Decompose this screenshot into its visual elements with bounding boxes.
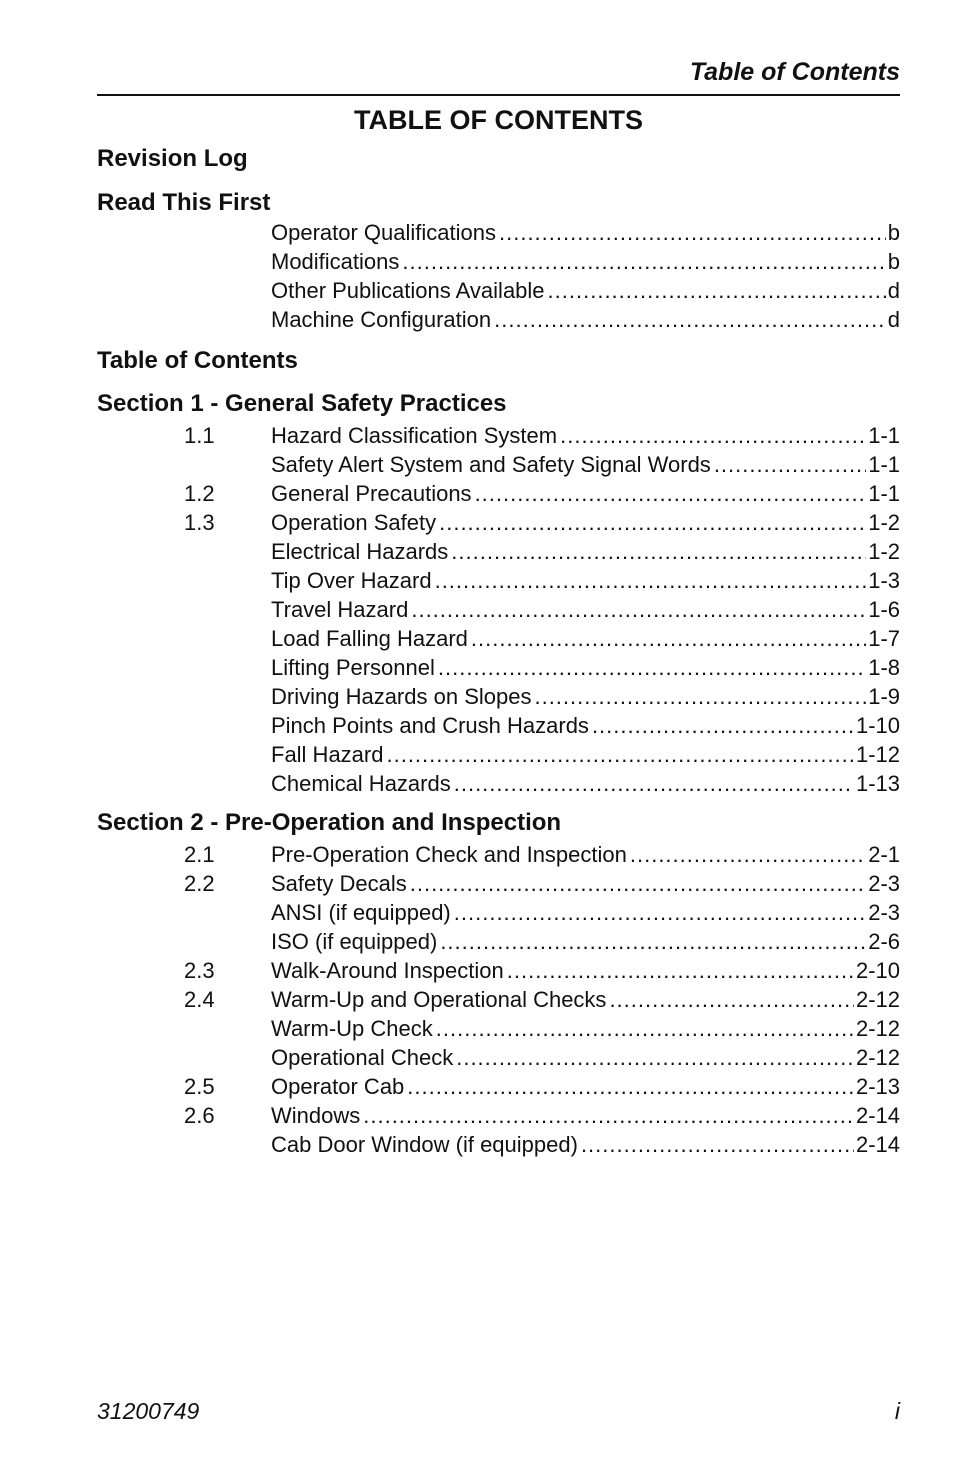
toc-entry-number: 1.2 [184, 481, 215, 506]
toc-section-heading[interactable]: Section 2 - Pre-Operation and Inspection [97, 809, 562, 836]
toc-entry[interactable] [271, 595, 900, 624]
toc-dot-leader [436, 1014, 854, 1043]
toc-entry-page: 2-6 [868, 929, 900, 954]
toc-entry-title: Lifting Personnel [271, 655, 435, 680]
toc-entry-title: Travel Hazard [271, 597, 409, 622]
toc-entry[interactable] [271, 711, 900, 740]
toc-entry-page: 1-10 [855, 713, 900, 738]
toc-entry-page: 1-8 [868, 655, 900, 680]
toc-entry-number: 1.3 [184, 510, 215, 535]
toc-entry-title: Hazard Classification System [271, 423, 558, 448]
toc-entry-page: d [887, 278, 900, 303]
toc-dot-leader [499, 218, 886, 247]
toc-entry-title: Safety Decals [271, 871, 407, 896]
toc-entry-page: 1-12 [855, 742, 900, 767]
toc-dot-leader [630, 840, 866, 869]
toc-dot-leader [592, 711, 854, 740]
toc-entry-title: Driving Hazards on Slopes [271, 684, 532, 709]
toc-entry[interactable] [184, 1072, 900, 1101]
toc-entry-number: 1.1 [184, 423, 215, 448]
toc-entry[interactable] [184, 508, 900, 537]
toc-dot-leader [411, 595, 866, 624]
toc-entry-number: 2.5 [184, 1074, 215, 1099]
toc-entry[interactable] [271, 566, 900, 595]
toc-entry-title: Cab Door Window (if equipped) [271, 1132, 578, 1157]
toc-entry-title: Tip Over Hazard [271, 568, 432, 593]
toc-entry-title: Operational Check [271, 1045, 454, 1070]
toc-entry-page: 2-12 [855, 1016, 900, 1041]
toc-entry[interactable] [271, 1014, 900, 1043]
toc-entry-title: ANSI (if equipped) [271, 900, 451, 925]
toc-dot-leader [410, 869, 866, 898]
toc-entry[interactable] [271, 247, 900, 276]
toc-dot-leader [454, 898, 866, 927]
toc-entry[interactable] [271, 537, 900, 566]
toc-entry-page: 1-3 [868, 568, 900, 593]
toc-section-heading[interactable]: Section 1 - General Safety Practices [97, 390, 507, 417]
toc-entry-page: 1-2 [868, 510, 900, 535]
toc-entry[interactable] [184, 840, 900, 869]
toc-entry-title: Modifications [271, 249, 400, 274]
toc-dot-leader [475, 479, 867, 508]
toc-entry-number: 2.4 [184, 987, 215, 1012]
toc-entry-title: Fall Hazard [271, 742, 384, 767]
toc-entry-page: 1-9 [868, 684, 900, 709]
toc-entry[interactable] [184, 985, 900, 1014]
toc-entry[interactable] [184, 956, 900, 985]
toc-section-heading[interactable]: Revision Log [97, 145, 248, 172]
toc-dot-leader [507, 956, 854, 985]
toc-entry-number: 2.3 [184, 958, 215, 983]
toc-entry-number: 2.6 [184, 1103, 215, 1128]
toc-entry[interactable] [271, 927, 900, 956]
toc-entry[interactable] [271, 450, 900, 479]
toc-entry-page: 1-1 [868, 481, 900, 506]
toc-entry-title: Pinch Points and Crush Hazards [271, 713, 589, 738]
toc-dot-leader [548, 276, 886, 305]
toc-section-heading[interactable]: Table of Contents [97, 347, 298, 374]
toc-entry[interactable] [271, 218, 900, 247]
toc-entry-title: Windows [271, 1103, 361, 1128]
toc-dot-leader [581, 1130, 854, 1159]
toc-entry-title: Pre-Operation Check and Inspection [271, 842, 627, 867]
toc-entry-title: Chemical Hazards [271, 771, 451, 796]
toc-entry-page: b [887, 249, 900, 274]
toc-entry-title: Load Falling Hazard [271, 626, 468, 651]
document-number: 31200749 [97, 1398, 200, 1424]
toc-entry-page: d [887, 307, 900, 332]
toc-entry-title: Warm-Up and Operational Checks [271, 987, 607, 1012]
toc-entry[interactable] [184, 421, 900, 450]
toc-dot-leader [494, 305, 886, 334]
toc-entry-title: Walk-Around Inspection [271, 958, 504, 983]
toc-entry-title: Warm-Up Check [271, 1016, 433, 1041]
toc-dot-leader [440, 927, 866, 956]
toc-entry-title: Safety Alert System and Safety Signal Words [271, 452, 711, 477]
toc-entry-title: Machine Configuration [271, 307, 492, 332]
toc-entry[interactable] [271, 1130, 900, 1159]
toc-entry-page: 2-12 [855, 1045, 900, 1070]
toc-entry[interactable] [271, 740, 900, 769]
page-header [97, 58, 900, 96]
toc-entry-page: 2-3 [868, 900, 900, 925]
toc-entry-number: 2.2 [184, 871, 215, 896]
toc-entry-page: 1-7 [868, 626, 900, 651]
toc-dot-leader [386, 740, 853, 769]
toc-entry-page: 1-2 [868, 539, 900, 564]
toc-entry-page: 2-13 [855, 1074, 900, 1099]
toc-dot-leader [439, 508, 866, 537]
toc-entry-title: General Precautions [271, 481, 472, 506]
toc-entry[interactable] [184, 869, 900, 898]
toc-dot-leader [451, 537, 866, 566]
toc-entry-page: 1-1 [868, 452, 900, 477]
toc-entry[interactable] [271, 305, 900, 334]
toc-entry-title: Operator Qualifications [271, 220, 496, 245]
toc-entry-page: 2-14 [855, 1132, 900, 1157]
toc-dot-leader [456, 1043, 854, 1072]
toc-dot-leader [435, 566, 867, 595]
toc-entry-page: 2-3 [868, 871, 900, 896]
toc-dot-leader [560, 421, 866, 450]
toc-entry[interactable] [271, 653, 900, 682]
toc-dot-leader [454, 769, 854, 798]
toc-entry[interactable] [271, 1043, 900, 1072]
toc-dot-leader [714, 450, 866, 479]
toc-entry-page: 1-13 [855, 771, 900, 796]
toc-dot-leader [534, 682, 866, 711]
toc-section-heading[interactable]: Read This First [97, 189, 271, 216]
toc-entry[interactable] [184, 479, 900, 508]
toc-entry[interactable] [271, 682, 900, 711]
toc-dot-leader [402, 247, 885, 276]
toc-entry-page: 2-14 [855, 1103, 900, 1128]
toc-dot-leader [438, 653, 866, 682]
toc-dot-leader [363, 1101, 854, 1130]
toc-entry[interactable] [271, 276, 900, 305]
toc-dot-leader [609, 985, 854, 1014]
toc-entry-title: Other Publications Available [271, 278, 545, 303]
toc-entry-title: ISO (if equipped) [271, 929, 438, 954]
toc-entry-page: b [887, 220, 900, 245]
toc-entry-page: 1-6 [868, 597, 900, 622]
toc-entry-page: 1-1 [868, 423, 900, 448]
toc-entry-page: 2-12 [855, 987, 900, 1012]
toc-dot-leader [471, 624, 866, 653]
toc-dot-leader [407, 1072, 854, 1101]
page-number: i [894, 1398, 900, 1424]
toc-entry[interactable] [184, 1101, 900, 1130]
page-title: TABLE OF CONTENTS [354, 105, 643, 135]
toc-entry-title: Electrical Hazards [271, 539, 449, 564]
toc-entry-page: 2-1 [868, 842, 900, 867]
toc-entry-page: 2-10 [855, 958, 900, 983]
toc-entry-number: 2.1 [184, 842, 215, 867]
toc-entry[interactable] [271, 769, 900, 798]
toc-entry[interactable] [271, 898, 900, 927]
header-title: Table of Contents [689, 58, 900, 86]
toc-entry-title: Operation Safety [271, 510, 437, 535]
toc-entry[interactable] [271, 624, 900, 653]
toc-entry-title: Operator Cab [271, 1074, 405, 1099]
